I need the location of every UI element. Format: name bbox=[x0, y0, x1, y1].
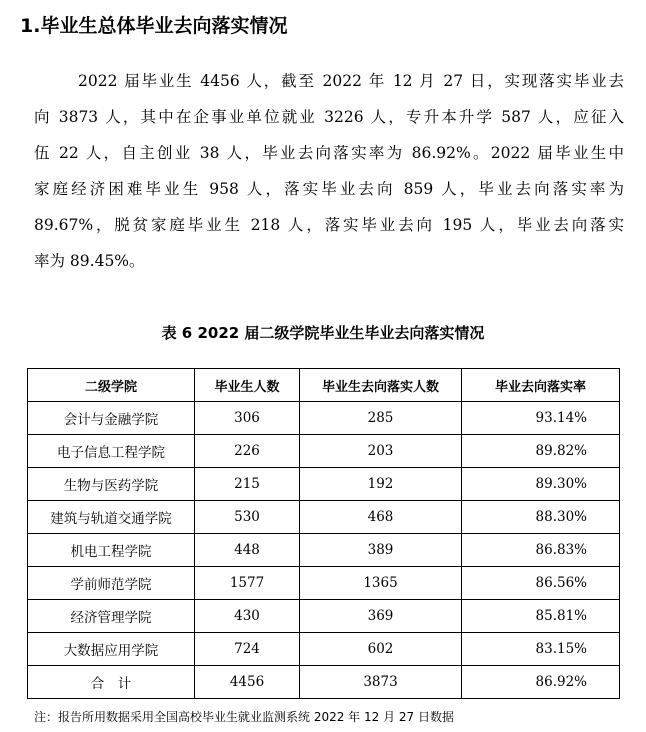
table-row bbox=[28, 402, 620, 435]
placed-count-cell: 369 bbox=[300, 600, 462, 633]
graduates-count-cell: 215 bbox=[195, 468, 300, 501]
placed-count-cell: 192 bbox=[300, 468, 462, 501]
paragraph-line: 2022 届毕业生 4456 人，截至 2022 年 12 月 27 日，实现落实毕业去 bbox=[78, 72, 624, 90]
college-name-cell: 建筑与轨道交通学院 bbox=[28, 501, 195, 534]
graduates-count-cell: 1577 bbox=[195, 567, 300, 600]
graduates-count-cell: 306 bbox=[195, 402, 300, 435]
placed-count-cell: 602 bbox=[300, 633, 462, 666]
college-name-cell: 生物与医药学院 bbox=[28, 468, 195, 501]
placed-count-cell: 203 bbox=[300, 435, 462, 468]
paragraph-line: 伍 22 人，自主创业 38 人，毕业去向落实率为 86.92%。2022 届毕业生中 bbox=[34, 144, 624, 162]
table-row bbox=[28, 633, 620, 666]
paragraph-line: 89.67%，脱贫家庭毕业生 218 人，落实毕业去向 195 人，毕业去向落实 bbox=[34, 216, 624, 234]
paragraph-line: 家庭经济困难毕业生 958 人，落实毕业去向 859 人，毕业去向落实率为 bbox=[34, 180, 624, 198]
college-name-cell: 大数据应用学院 bbox=[28, 633, 195, 666]
graduates-count-cell: 226 bbox=[195, 435, 300, 468]
column-header: 毕业去向落实率 bbox=[462, 369, 620, 402]
paragraph-line: 率为 89.45%。 bbox=[34, 252, 145, 270]
placed-count-cell: 3873 bbox=[300, 666, 462, 699]
graduates-count-cell: 724 bbox=[195, 633, 300, 666]
placed-count-cell: 389 bbox=[300, 534, 462, 567]
placement-rate-cell: 86.56% bbox=[462, 567, 620, 600]
table-row bbox=[28, 534, 620, 567]
placed-count-cell: 468 bbox=[300, 501, 462, 534]
graduates-count-cell: 430 bbox=[195, 600, 300, 633]
column-header: 二级学院 bbox=[28, 369, 195, 402]
placement-rate-cell: 89.82% bbox=[462, 435, 620, 468]
placement-rate-cell: 85.81% bbox=[462, 600, 620, 633]
college-name-cell: 机电工程学院 bbox=[28, 534, 195, 567]
college-name-cell: 经济管理学院 bbox=[28, 600, 195, 633]
college-name-cell: 电子信息工程学院 bbox=[28, 435, 195, 468]
table-total-row bbox=[28, 666, 620, 699]
column-header: 毕业生去向落实人数 bbox=[300, 369, 462, 402]
summary-paragraph bbox=[34, 63, 624, 279]
placed-count-cell: 1365 bbox=[300, 567, 462, 600]
graduates-count-cell: 448 bbox=[195, 534, 300, 567]
college-name-cell: 合 计 bbox=[28, 666, 195, 699]
table-row bbox=[28, 435, 620, 468]
placement-rate-cell: 89.30% bbox=[462, 468, 620, 501]
paragraph-line: 向 3873 人，其中在企事业单位就业 3226 人，专升本升学 587 人，应征入 bbox=[34, 108, 624, 126]
placement-rate-cell: 86.83% bbox=[462, 534, 620, 567]
table-caption: 表 6 2022 届二级学院毕业生毕业去向落实情况 bbox=[161, 324, 485, 342]
placement-rate-cell: 83.15% bbox=[462, 633, 620, 666]
placed-count-cell: 285 bbox=[300, 402, 462, 435]
college-outcome-table bbox=[27, 368, 620, 699]
footnote: 注：报告所用数据采用全国高校毕业生就业监测系统 2022 年 12 月 27 日数据 bbox=[34, 710, 454, 724]
column-header: 毕业生人数 bbox=[195, 369, 300, 402]
table-body bbox=[28, 402, 620, 699]
table-row bbox=[28, 501, 620, 534]
placement-rate-cell: 93.14% bbox=[462, 402, 620, 435]
placement-rate-cell: 88.30% bbox=[462, 501, 620, 534]
graduates-count-cell: 4456 bbox=[195, 666, 300, 699]
placement-rate-cell: 86.92% bbox=[462, 666, 620, 699]
section-heading: 1.毕业生总体毕业去向落实情况 bbox=[20, 15, 288, 37]
college-name-cell: 会计与金融学院 bbox=[28, 402, 195, 435]
table-row bbox=[28, 567, 620, 600]
table-row bbox=[28, 468, 620, 501]
table-header-row bbox=[28, 369, 620, 402]
graduates-count-cell: 530 bbox=[195, 501, 300, 534]
table-row bbox=[28, 600, 620, 633]
college-name-cell: 学前师范学院 bbox=[28, 567, 195, 600]
